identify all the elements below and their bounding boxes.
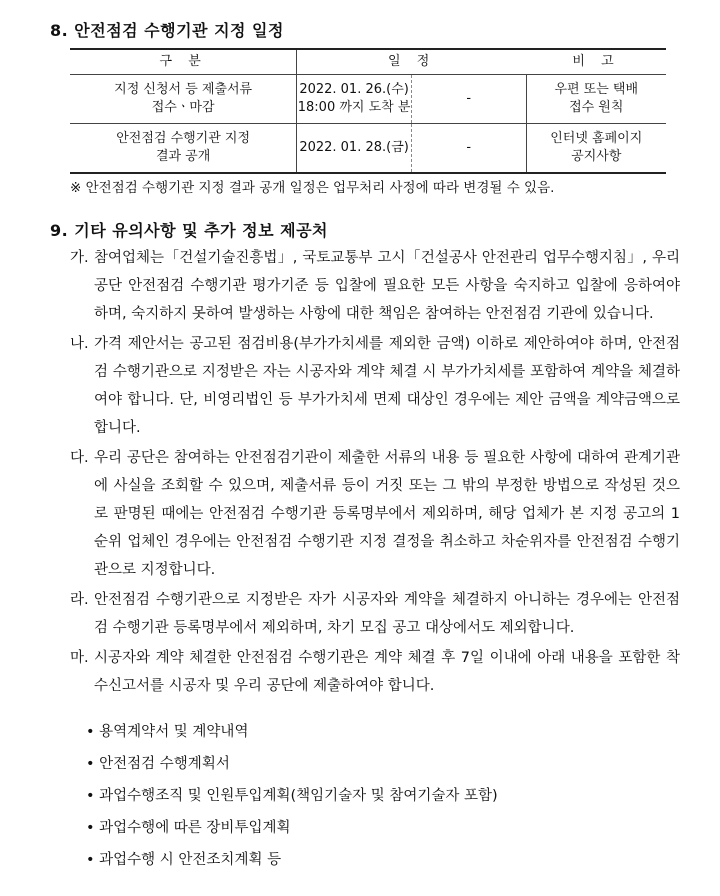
item-marker: 마. <box>70 650 89 666</box>
header-category: 구 분 <box>70 49 297 75</box>
row-schedule <box>297 75 412 124</box>
item-text: 시공자와 계약 체결한 안전점검 수행기관은 계약 체결 후 7일 이내에 아래 내용을 포함한 착수신고서를 시공자 및 우리 공단에 제출하여야 합니다. <box>94 650 680 694</box>
section-9-title: 9. 기타 유의사항 및 추가 정보 제공처 <box>50 221 329 240</box>
item-text: 참여업체는「건설기술진흥법」, 국토교통부 고시「건설공사 안전관리 업무수행지침」, 우리 공단 안전점검 수행기관 평가기준 등 입찰에 필요한 모든 사항을 숙지하고 입찰에 응하여야 하며, 숙지하지 못하여 발생하는 사항에 대한 책임은 참여하는 안전점검 기관에 있습니다. <box>94 250 680 322</box>
list-item <box>70 586 680 642</box>
row-schedule <box>297 124 412 174</box>
item-text: 가격 제안서는 공고된 점검비용(부가가치세를 제외한 금액) 이하로 제안하여야 하며, 안전점검 수행기관으로 지정받은 자는 시공자와 계약 체결 시 부가가치세를 포함하여 계약을 체결하여야 합니다. 단, 비영리법인 등 부가가치세 면제 대상인 경우에는 제안 금액을 계약금액으로 합니다. <box>94 336 680 436</box>
schedule-note: ※ 안전점검 수행기관 지정 결과 공개 일정은 업무처리 사정에 따라 변경될 수 있음. <box>70 180 555 196</box>
row-remark <box>526 124 666 174</box>
row-category <box>70 75 297 124</box>
table-row <box>70 124 666 174</box>
table-header-row <box>70 49 666 75</box>
notice-list <box>70 244 680 702</box>
cell-line: 접수ㆍ마감 <box>151 100 215 115</box>
cell-line: 접수 원칙 <box>569 100 624 115</box>
row-mid: - <box>411 75 526 124</box>
row-category <box>70 124 297 174</box>
item-marker: 가. <box>70 250 89 266</box>
item-marker: 나. <box>70 336 89 352</box>
cell-line: 결과 공개 <box>155 149 211 164</box>
row-mid: - <box>411 124 526 174</box>
list-item <box>70 644 680 700</box>
bullet-list <box>86 716 498 876</box>
header-schedule: 일 정 <box>297 49 526 75</box>
bullet-item: • 용역계약서 및 계약내역 <box>86 724 249 740</box>
cell-line: 지정 신청서 등 제출서류 <box>114 82 253 97</box>
cell-line: 2022. 01. 28.(금) <box>299 140 409 155</box>
header-remark: 비 고 <box>526 49 666 75</box>
list-item <box>70 444 680 584</box>
cell-line: 18:00 까지 도착 분 <box>297 100 411 115</box>
schedule-table <box>70 48 666 174</box>
item-text: 우리 공단은 참여하는 안전점검기관이 제출한 서류의 내용 등 필요한 사항에 대하여 관계기관에 사실을 조회할 수 있으며, 제출서류 등이 거짓 또는 그 밖의 부정한 방법으로 작성된 것으로 판명된 때에는 안전점검 수행기관 등록명부에서 제외하며, 해당 업체가 본 지정 공고의 1순위 업체인 경우에는 안전점검 수행기관 지정 결정을 취소하고 차순위자를 안전점검 수행기관으로 지정합니다. <box>94 450 680 578</box>
section-8-title: 8. 안전점검 수행기관 지정 일정 <box>50 21 284 40</box>
cell-line: 우편 또는 택배 <box>554 82 639 97</box>
cell-line: 2022. 01. 26.(수) <box>299 82 409 97</box>
bullet-item: • 과업수행 시 안전조치계획 등 <box>86 852 282 868</box>
bullet-item: • 과업수행조직 및 인원투입계획(책임기술자 및 참여기술자 포함) <box>86 788 498 804</box>
row-remark <box>526 75 666 124</box>
item-marker: 다. <box>70 450 89 466</box>
bullet-item: • 안전점검 수행계획서 <box>86 756 230 772</box>
item-text: 안전점검 수행기관으로 지정받은 자가 시공자와 계약을 체결하지 아니하는 경우에는 안전점검 수행기관 등록명부에서 제외하며, 차기 모집 공고 대상에서도 제외합니다. <box>94 592 680 636</box>
cell-line: 공지사항 <box>571 149 622 164</box>
table-row <box>70 75 666 124</box>
cell-line: 인터넷 홈페이지 <box>550 131 643 146</box>
item-marker: 라. <box>70 592 89 608</box>
bullet-item: • 과업수행에 따른 장비투입계획 <box>86 820 291 836</box>
list-item <box>70 330 680 442</box>
list-item <box>70 244 680 328</box>
cell-line: 안전점검 수행기관 지정 <box>116 131 251 146</box>
